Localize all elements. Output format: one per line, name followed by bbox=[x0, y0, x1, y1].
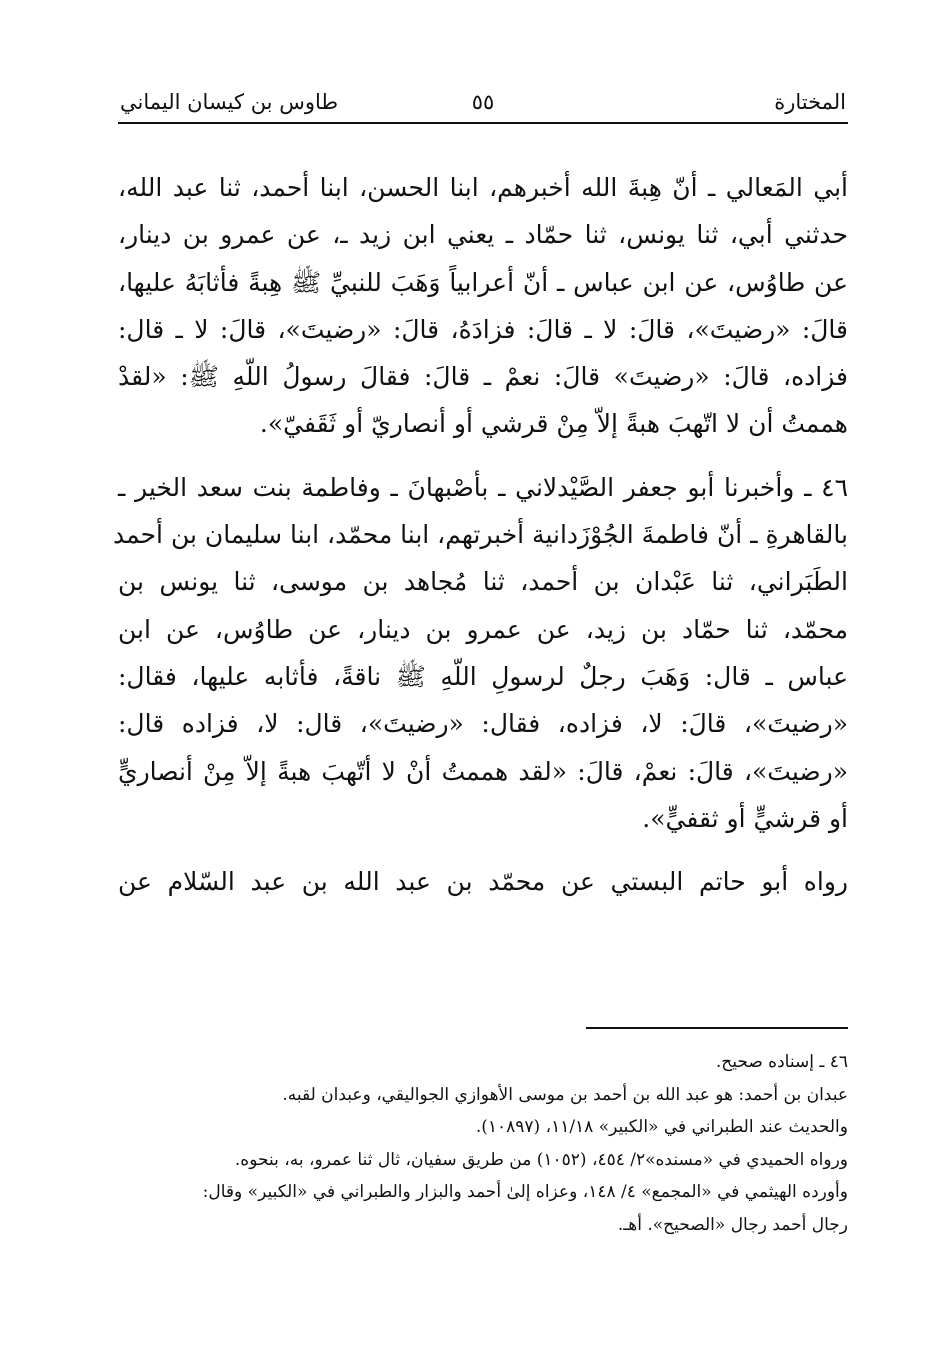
header-chapter-title: طاوس بن كيسان اليماني bbox=[120, 90, 339, 114]
footnote-line: والحديث عند الطبراني في «الكبير» ١١/١٨، (١٠٨٩٧). bbox=[475, 1117, 848, 1137]
page-number: ٥٥ bbox=[471, 90, 495, 114]
text-line: هممتُ أن لا اتّهبَ هبةً إلاّ مِنْ قرشي أو أنصاريّ أو ثَقَفيّ». bbox=[259, 409, 848, 439]
text-line: عباس ـ قال: وَهَبَ رجلٌ لرسولِ اللّهِ ﷺ ناقةً، فأثابه عليها، فقال: bbox=[118, 661, 848, 691]
text-line: بالقاهرةِ ـ أنّ فاطمةَ الجُوْزَدانية أخبرتهم، ابنا محمّد، ابنا سليمان بن أحمد bbox=[113, 520, 848, 550]
paragraph-3 bbox=[118, 858, 848, 905]
text-line: أو قرشيٍّ أو ثقفيٍّ». bbox=[642, 803, 848, 833]
page-header bbox=[118, 82, 848, 124]
text-line: عن طاوُس، عن ابن عباس ـ أنّ أعرابياً وَهَبَ للنبيِّ ﷺ هِبةً فأثابَهُ عليها، bbox=[118, 267, 848, 297]
text-line: «رضيتَ»، قالَ: نعمْ، قالَ: «لقد هممتُ أنْ لا أتّهبَ هبةً إلاّ مِنْ أنصاريٍّ bbox=[118, 756, 848, 786]
footnote-line: ورواه الحميدي في «مسنده»٢/ ٤٥٤، (١٠٥٢) من طريق سفيان، ثال ثنا عمرو، به، بنحوه. bbox=[234, 1149, 848, 1170]
footnote-line: ٤٦ ـ إسناده صحيح. bbox=[715, 1052, 848, 1072]
text-line: محمّد، ثنا حمّاد بن زيد، عن عمرو بن دينار، عن طاوُس، عن ابن bbox=[118, 614, 848, 644]
footnotes bbox=[118, 1046, 848, 1241]
footnote-line: وأورده الهيثمي في «المجمع» ٤/ ١٤٨، وعزاه إلىٰ أحمد والبزار والطبراني في «الكبير» وقال: bbox=[202, 1182, 848, 1202]
header-book-title: المختارة bbox=[774, 90, 846, 114]
footnote-line: رجال أحمد رجال «الصحيح». أهـ. bbox=[617, 1214, 848, 1235]
footnote-line: عبدان بن أحمد: هو عبد الله بن أحمد بن موسى الأهوازي الجواليقي، وعبدان لقبه. bbox=[282, 1084, 848, 1105]
text-line: رواه أبو حاتم البستي عن محمّد بن عبد الله بن عبد السّلام عن bbox=[118, 867, 848, 897]
text-line: ٤٦ ـ وأخبرنا أبو جعفر الصَّيْدلاني ـ بأصْبهانَ ـ وفاطمة بنت سعد الخير ـ bbox=[118, 472, 848, 502]
text-line: «رضيتَ»، قالَ: لا، فزاده، فقال: «رضيتَ»، قال: لا، فزاده قال: bbox=[118, 709, 848, 739]
main-text bbox=[113, 164, 848, 905]
footnote-separator bbox=[586, 1027, 848, 1029]
text-line: أبي المَعالي ـ أنّ هِبةَ الله أخبرهم، ابنا الحسن، ابنا أحمد، ثنا عبد الله، bbox=[118, 173, 848, 202]
text-line: حدثني أبي، ثنا يونس، ثنا حمّاد ـ يعني ابن زيد ـ، عن عمرو بن دينار، bbox=[118, 220, 848, 250]
paragraph-2 bbox=[113, 464, 848, 842]
text-line: الطَبَراني، ثنا عَبْدان بن أحمد، ثنا مُجاهد بن موسى، ثنا يونس بن bbox=[118, 567, 848, 597]
text-line: قالَ: «رضيتَ»، قالَ: لا ـ قالَ: فزادَهُ، قالَ: «رضيتَ»، قالَ: لا ـ قال: bbox=[118, 314, 848, 344]
paragraph-1 bbox=[118, 164, 848, 448]
text-line: فزاده، قالَ: «رضيتَ» قالَ: نعمْ ـ قالَ: فقالَ رسولُ اللّهِ ﷺ: «لقدْ bbox=[118, 362, 848, 392]
